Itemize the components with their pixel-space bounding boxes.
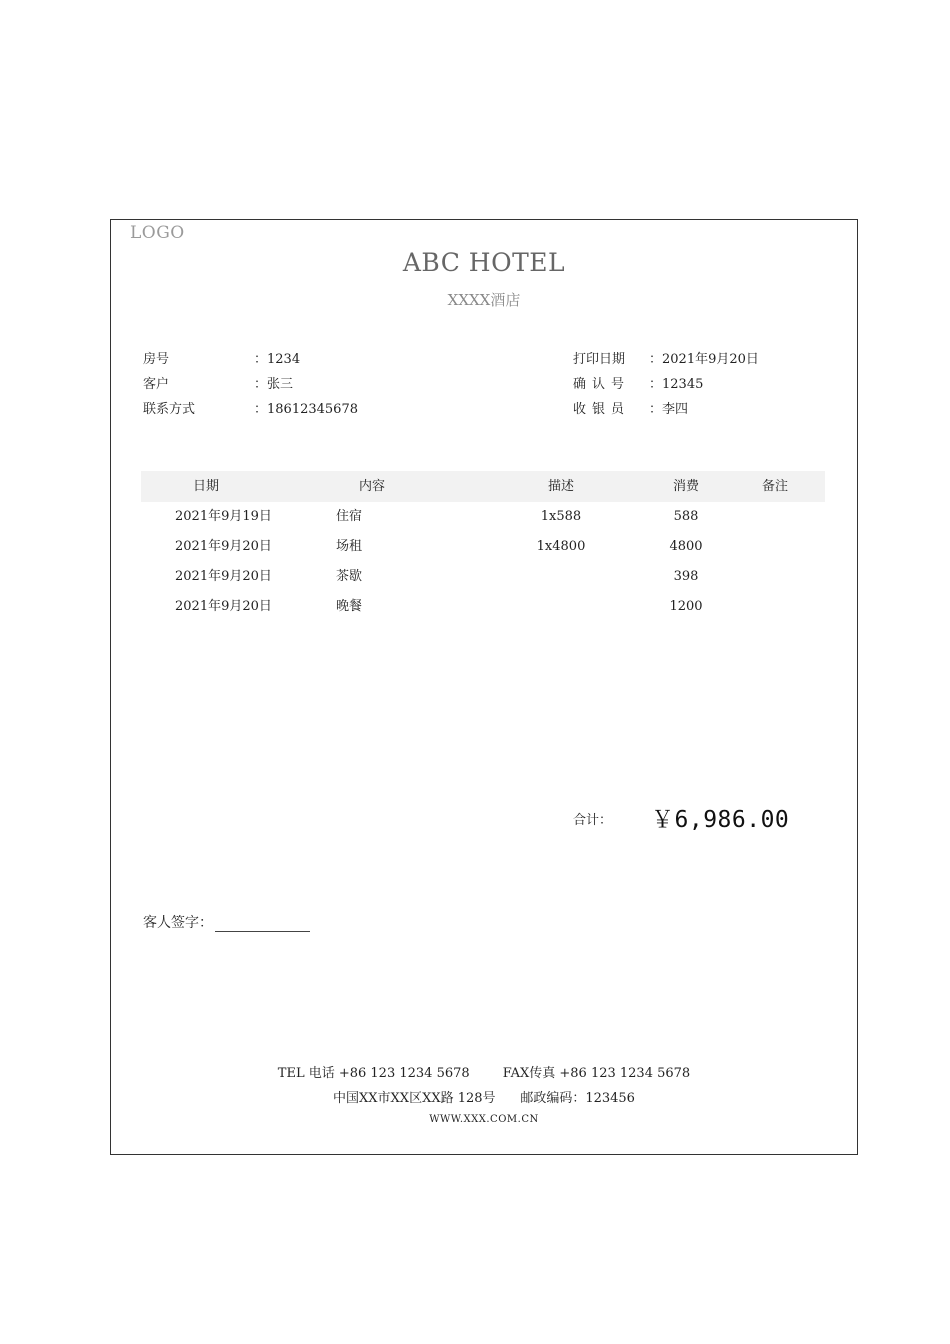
table-row xyxy=(141,532,825,562)
cell-cost: 398 xyxy=(673,569,699,584)
info-value: 1234 xyxy=(267,352,301,367)
info-row-cashier xyxy=(573,397,759,422)
info-label: 客户 xyxy=(143,377,170,392)
info-sep: ： xyxy=(254,402,268,417)
table-row xyxy=(141,562,825,592)
header-note: 备注 xyxy=(761,479,788,494)
header-content: 内容 xyxy=(359,479,386,494)
total-label: 合计： xyxy=(573,813,613,828)
total-amount: ￥6,986.00 xyxy=(651,807,790,833)
footer-address: 中国XX市XX区XX路 128号 邮政编码：123456 xyxy=(333,1091,635,1106)
info-value: 张三 xyxy=(267,377,294,392)
info-sep: ： xyxy=(649,402,663,417)
info-row-confirmation xyxy=(573,372,759,397)
cell-content: 晚餐 xyxy=(336,599,363,614)
info-row-contact xyxy=(143,397,358,422)
signature-line xyxy=(215,915,310,932)
header-desc: 描述 xyxy=(547,479,574,494)
logo-placeholder: LOGO xyxy=(130,223,185,243)
guest-info xyxy=(143,347,358,422)
table-row xyxy=(141,592,825,622)
info-label: 联系方式 xyxy=(143,402,196,417)
cell-content: 场租 xyxy=(336,539,363,554)
info-sep: ： xyxy=(649,352,663,367)
cell-date: 2021年9月20日 xyxy=(175,539,272,554)
info-label: 确认号 xyxy=(573,377,631,392)
receipt-info xyxy=(573,347,759,422)
info-label: 打印日期 xyxy=(573,352,626,367)
info-label: 收银员 xyxy=(573,402,631,417)
signature-label: 客人签字： xyxy=(143,915,213,931)
cell-date: 2021年9月20日 xyxy=(175,569,272,584)
cell-cost: 1200 xyxy=(669,599,703,614)
info-value: 2021年9月20日 xyxy=(662,352,759,367)
signature-area xyxy=(143,912,310,932)
charges-table xyxy=(141,471,825,622)
header-cost: 消费 xyxy=(672,479,699,494)
footer-website: WWW.XXX.COM.CN xyxy=(429,1114,539,1125)
hotel-subtitle: XXXX酒店 xyxy=(447,291,521,309)
info-sep: ： xyxy=(254,377,268,392)
info-sep: ： xyxy=(254,352,268,367)
info-row-guest xyxy=(143,372,358,397)
hotel-receipt xyxy=(110,219,858,1155)
footer-phone-fax: TEL 电话 +86 123 1234 5678 FAX传真 +86 123 1234 5678 xyxy=(277,1066,691,1081)
info-value: 18612345678 xyxy=(267,402,358,417)
info-value: 12345 xyxy=(662,377,704,392)
cell-desc: 1x588 xyxy=(540,509,582,524)
cell-date: 2021年9月19日 xyxy=(175,509,272,524)
info-row-room xyxy=(143,347,358,372)
cell-content: 茶歇 xyxy=(336,569,363,584)
cell-desc: 1x4800 xyxy=(536,539,586,554)
cell-date: 2021年9月20日 xyxy=(175,599,272,614)
header-date: 日期 xyxy=(192,479,219,494)
cell-content: 住宿 xyxy=(336,509,363,524)
table-header xyxy=(141,471,825,502)
cell-cost: 588 xyxy=(673,509,699,524)
info-sep: ： xyxy=(649,377,663,392)
info-row-print-date xyxy=(573,347,759,372)
info-label: 房号 xyxy=(143,352,170,367)
hotel-name: ABC HOTEL xyxy=(402,248,566,277)
table-row xyxy=(141,502,825,532)
cell-cost: 4800 xyxy=(669,539,703,554)
info-value: 李四 xyxy=(662,402,689,417)
